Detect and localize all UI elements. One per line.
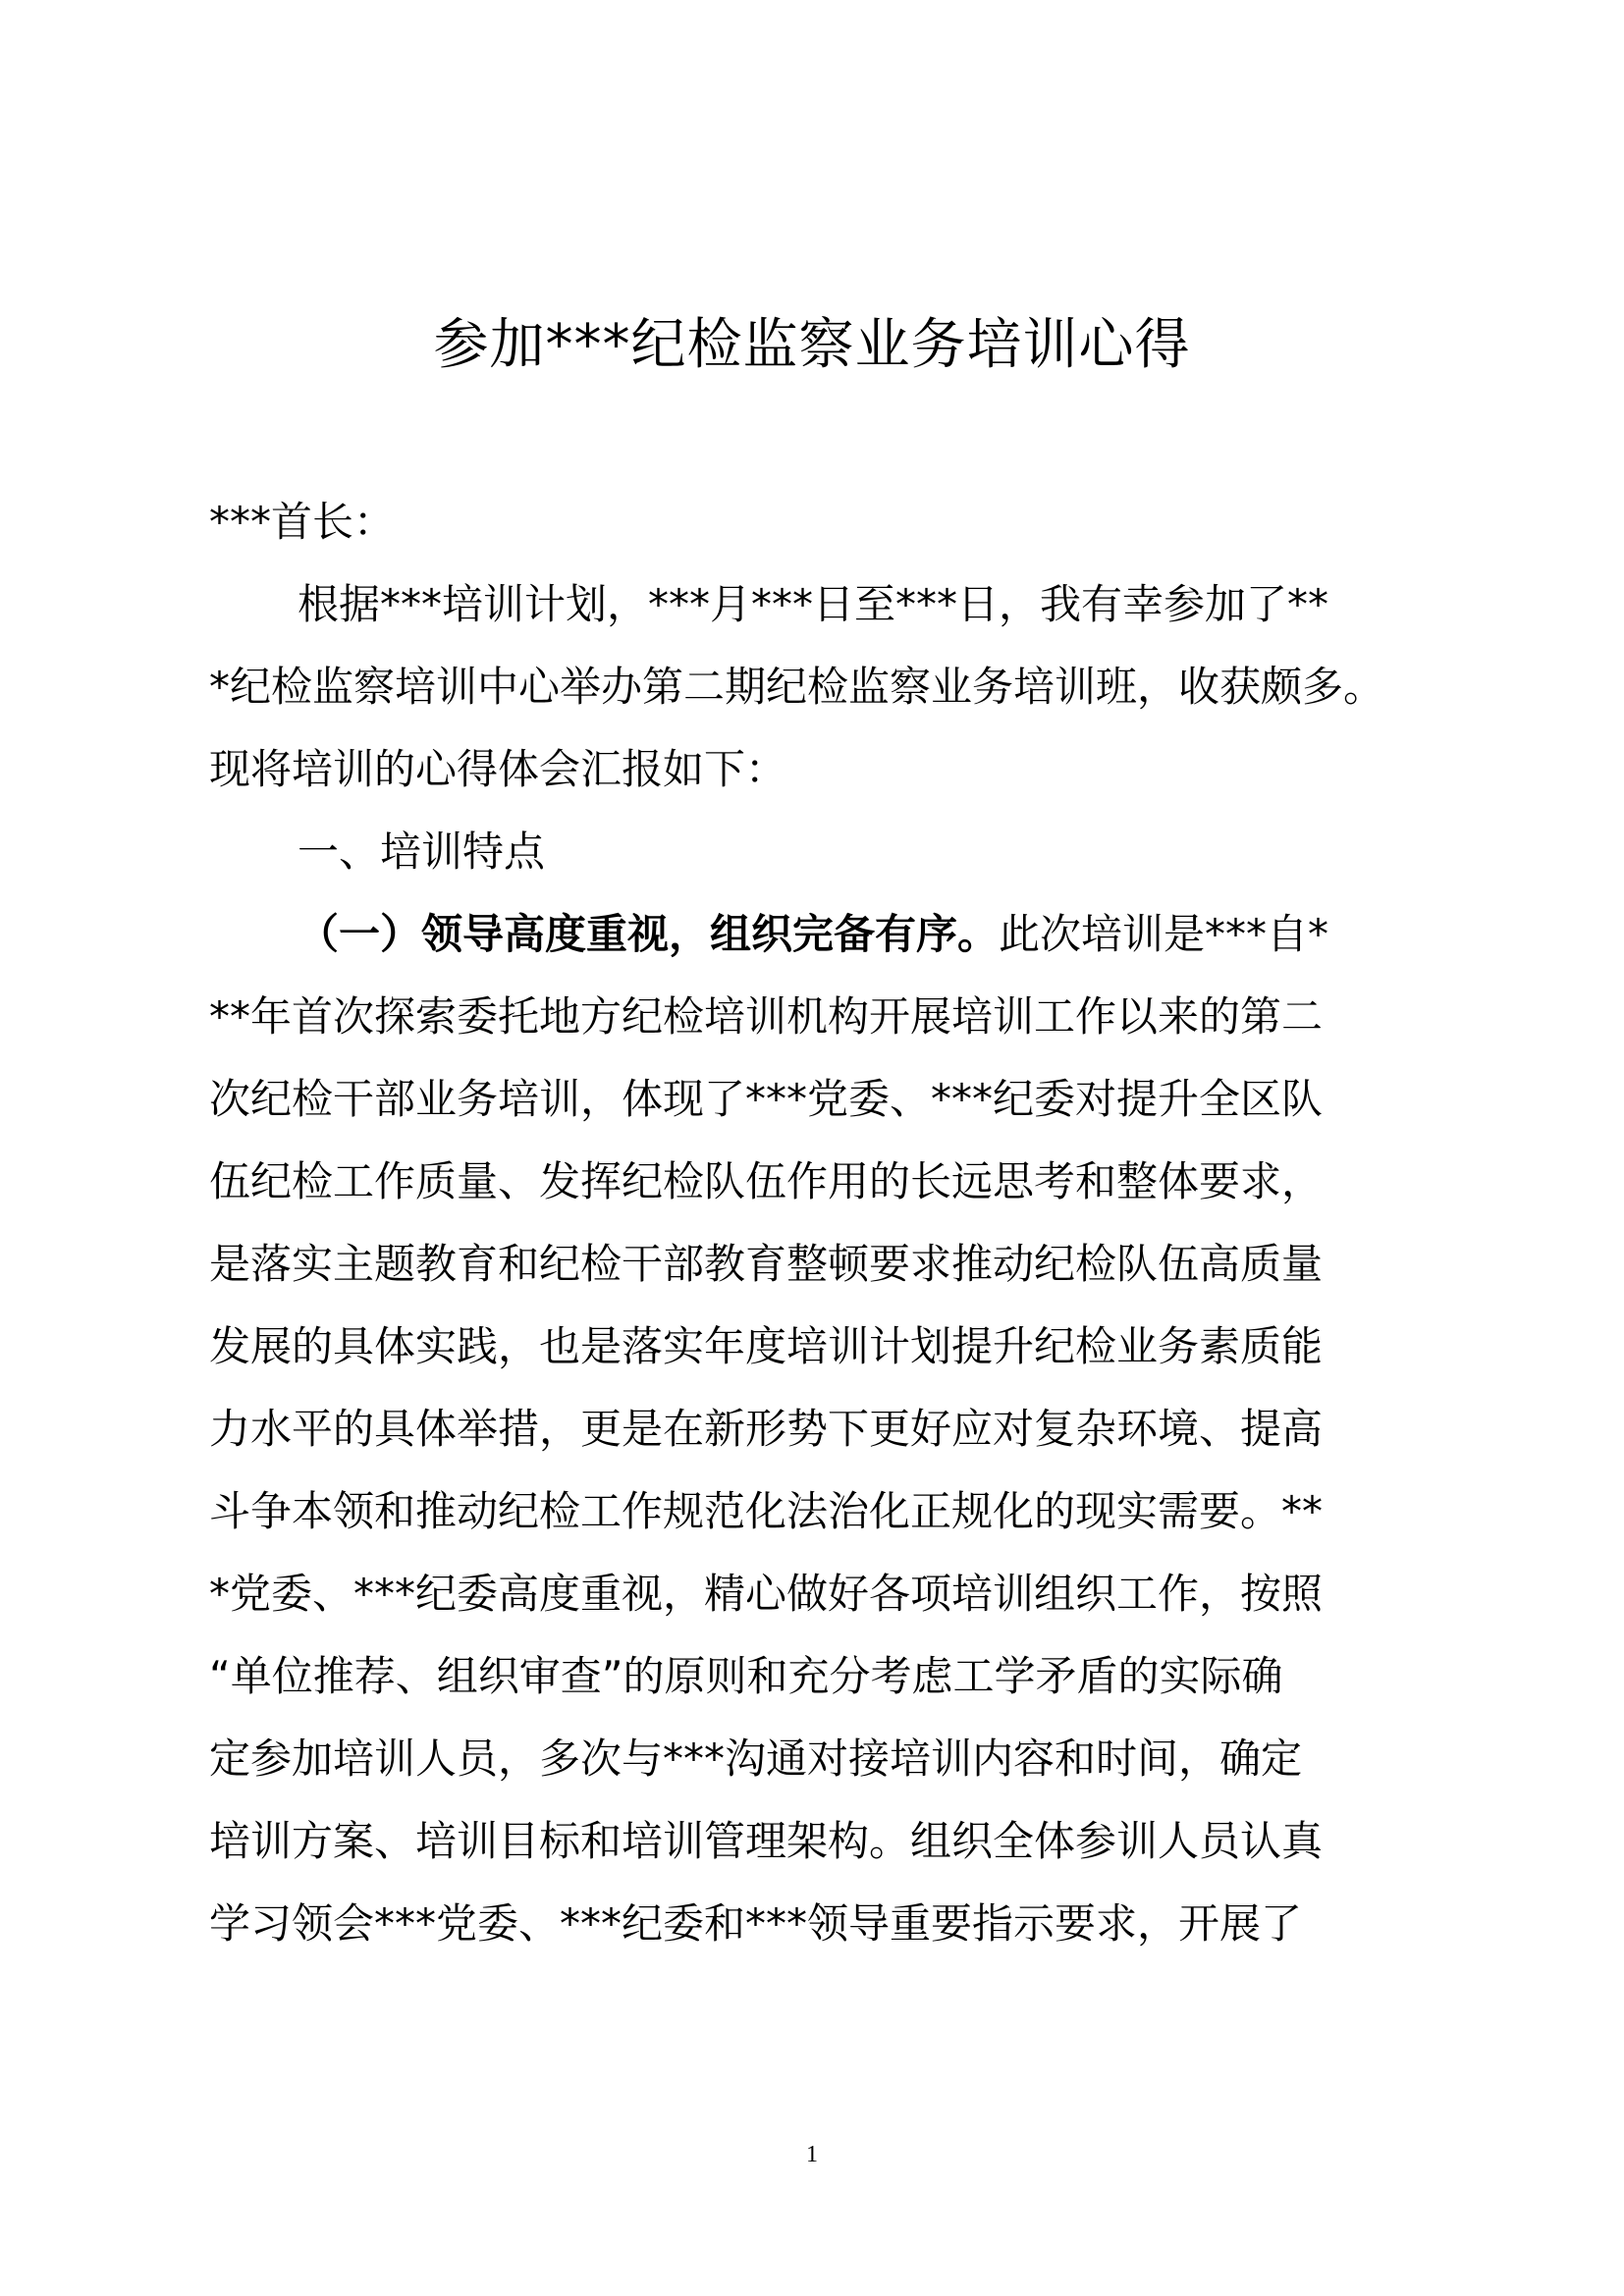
paragraph-line: 培训方案、培训目标和培训管理架构。组织全体参训人员认真 — [209, 1817, 1324, 1865]
subsection-first-line-text: 此次培训是***自* — [999, 910, 1329, 958]
paragraph-line: 斗争本领和推动纪检工作规范化法治化正规化的现实需要。** — [209, 1487, 1324, 1535]
paragraph-line: 定参加培训人员，多次与***沟通对接培训内容和时间，确定 — [209, 1735, 1303, 1783]
paragraph-line: 学习领会***党委、***纪委和***领导重要指示要求，开展了 — [209, 1899, 1303, 1948]
document-body — [209, 481, 1436, 1965]
document-title: 参加***纪检监察业务培训心得 — [433, 313, 1191, 377]
page-number: 1 — [806, 2142, 818, 2167]
paragraph-line: 伍纪检工作质量、发挥纪检队伍作用的长远思考和整体要求， — [209, 1157, 1324, 1205]
paragraph-line: 根据***培训计划，***月***日至***日，我有幸参加了** — [298, 580, 1329, 628]
paragraph-line: **年首次探索委托地方纪检培训机构开展培训工作以来的第二 — [209, 992, 1324, 1041]
paragraph-line: *党委、***纪委高度重视，精心做好各项培训组织工作，按照 — [209, 1570, 1324, 1618]
paragraph-line: 力水平的具体举措，更是在新形势下更好应对复杂环境、提高 — [209, 1405, 1324, 1453]
paragraph-line: “单位推荐、组织审查”的原则和充分考虑工学矛盾的实际确 — [209, 1652, 1283, 1700]
paragraph-line: 次纪检干部业务培训，体现了***党委、***纪委对提升全区队 — [209, 1075, 1324, 1123]
paragraph-line: 发展的具体实践，也是落实年度培训计划提升纪检业务素质能 — [209, 1322, 1324, 1370]
paragraph-line: *纪检监察培训中心举办第二期纪检监察业务培训班，收获颇多。 — [209, 663, 1385, 711]
paragraph-line: 是落实主题教育和纪检干部教育整顿要求推动纪检队伍高质量 — [209, 1240, 1324, 1288]
subsection-first-line — [209, 893, 1436, 976]
paragraph-line: 现将培训的心得体会汇报如下： — [209, 745, 787, 793]
salutation: ***首长： — [209, 498, 396, 546]
subsection-heading: （一）领导高度重视，组织完备有序。 — [298, 910, 1000, 958]
section-heading: 一、培训特点 — [298, 828, 546, 876]
